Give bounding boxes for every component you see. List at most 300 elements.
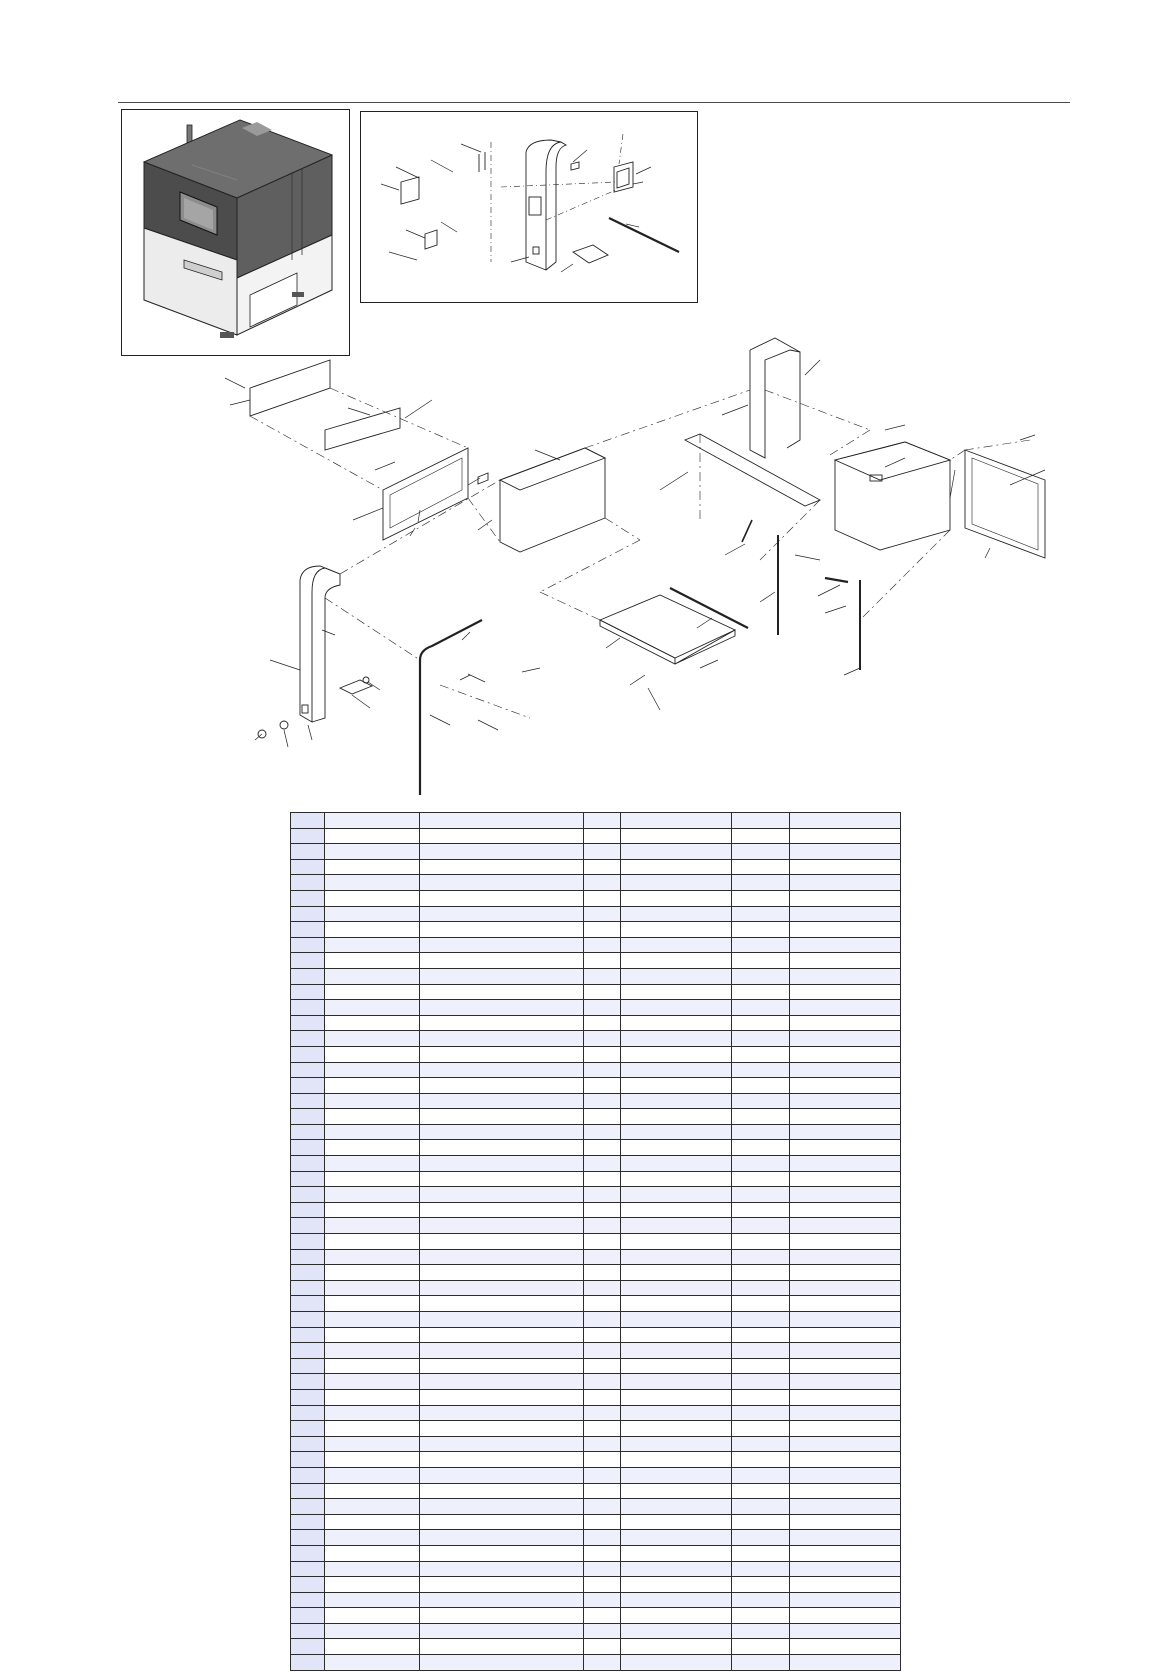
table-cell	[621, 906, 732, 922]
table-cell	[790, 984, 901, 1000]
table-cell	[420, 922, 584, 938]
table-cell	[621, 1140, 732, 1156]
table-row	[291, 1374, 901, 1390]
table-cell	[420, 828, 584, 844]
table-cell	[621, 1452, 732, 1468]
table-row	[291, 937, 901, 953]
table-cell	[584, 1078, 621, 1094]
table-row	[291, 1405, 901, 1421]
table-cell	[420, 1374, 584, 1390]
parts-table-body	[291, 813, 901, 1671]
table-cell	[420, 1530, 584, 1546]
table-cell	[420, 1140, 584, 1156]
table-cell	[732, 1312, 790, 1328]
table-cell	[420, 1171, 584, 1187]
table-cell	[325, 1358, 420, 1374]
table-cell	[325, 1234, 420, 1250]
table-cell	[291, 1093, 325, 1109]
table-cell	[584, 1265, 621, 1281]
table-cell	[584, 1577, 621, 1593]
header-rule	[118, 102, 1070, 103]
table-cell	[732, 1124, 790, 1140]
table-row	[291, 813, 901, 829]
table-cell	[420, 875, 584, 891]
table-cell	[790, 828, 901, 844]
table-row	[291, 1171, 901, 1187]
table-cell	[621, 1156, 732, 1172]
table-cell	[790, 1561, 901, 1577]
table-cell	[325, 890, 420, 906]
table-cell	[291, 1467, 325, 1483]
table-cell	[420, 890, 584, 906]
table-cell	[584, 1545, 621, 1561]
table-cell	[790, 844, 901, 860]
table-cell	[732, 1343, 790, 1359]
table-cell	[291, 1078, 325, 1094]
table-cell	[291, 1389, 325, 1405]
table-cell	[291, 890, 325, 906]
table-cell	[420, 1015, 584, 1031]
table-row	[291, 1312, 901, 1328]
table-cell	[621, 1623, 732, 1639]
table-cell	[325, 1171, 420, 1187]
table-cell	[790, 968, 901, 984]
table-cell	[291, 1140, 325, 1156]
table-cell	[291, 1062, 325, 1078]
table-cell	[732, 937, 790, 953]
table-cell	[325, 1046, 420, 1062]
table-cell	[584, 1312, 621, 1328]
table-row	[291, 1124, 901, 1140]
table-cell	[790, 1218, 901, 1234]
table-cell	[420, 1234, 584, 1250]
machine-illustration	[122, 110, 349, 355]
table-row	[291, 953, 901, 969]
machine-overview-panel	[121, 109, 350, 356]
table-cell	[325, 1015, 420, 1031]
exploded-illustration	[0, 330, 1171, 795]
table-cell	[621, 1483, 732, 1499]
table-cell	[732, 1078, 790, 1094]
table-row	[291, 1577, 901, 1593]
table-cell	[325, 937, 420, 953]
table-cell	[291, 859, 325, 875]
table-cell	[621, 1592, 732, 1608]
table-cell	[420, 1561, 584, 1577]
table-row	[291, 844, 901, 860]
table-cell	[732, 1655, 790, 1671]
table-cell	[584, 1623, 621, 1639]
table-cell	[325, 1280, 420, 1296]
table-cell	[291, 1280, 325, 1296]
table-cell	[584, 1109, 621, 1125]
table-cell	[584, 1234, 621, 1250]
table-cell	[325, 1405, 420, 1421]
table-cell	[732, 1374, 790, 1390]
table-cell	[325, 1140, 420, 1156]
table-cell	[420, 1078, 584, 1094]
table-cell	[420, 1421, 584, 1437]
table-cell	[420, 1202, 584, 1218]
table-cell	[420, 1623, 584, 1639]
table-row	[291, 890, 901, 906]
table-cell	[732, 1499, 790, 1515]
table-cell	[732, 1592, 790, 1608]
table-cell	[790, 1187, 901, 1203]
table-cell	[790, 1452, 901, 1468]
table-cell	[621, 1031, 732, 1047]
table-cell	[790, 875, 901, 891]
table-row	[291, 1046, 901, 1062]
table-cell	[584, 1452, 621, 1468]
table-cell	[621, 1358, 732, 1374]
table-cell	[584, 1156, 621, 1172]
table-row	[291, 1467, 901, 1483]
table-cell	[790, 1499, 901, 1515]
table-cell	[790, 1405, 901, 1421]
table-cell	[790, 890, 901, 906]
table-cell	[420, 1296, 584, 1312]
table-cell	[291, 1327, 325, 1343]
table-cell	[732, 1467, 790, 1483]
table-cell	[584, 984, 621, 1000]
table-cell	[790, 1140, 901, 1156]
table-cell	[291, 1421, 325, 1437]
table-cell	[291, 953, 325, 969]
table-row	[291, 1561, 901, 1577]
table-cell	[291, 1545, 325, 1561]
table-cell	[420, 1249, 584, 1265]
table-cell	[584, 859, 621, 875]
table-cell	[732, 1530, 790, 1546]
table-cell	[790, 1171, 901, 1187]
table-cell	[420, 1218, 584, 1234]
table-cell	[325, 1031, 420, 1047]
table-cell	[325, 875, 420, 891]
table-cell	[790, 1655, 901, 1671]
table-cell	[420, 1124, 584, 1140]
table-cell	[732, 1623, 790, 1639]
table-row	[291, 968, 901, 984]
table-row	[291, 1234, 901, 1250]
table-cell	[325, 844, 420, 860]
table-cell	[790, 1124, 901, 1140]
table-cell	[732, 1436, 790, 1452]
table-cell	[790, 906, 901, 922]
table-cell	[584, 1436, 621, 1452]
table-cell	[325, 1078, 420, 1094]
table-cell	[325, 1545, 420, 1561]
table-cell	[325, 906, 420, 922]
table-cell	[790, 953, 901, 969]
table-cell	[325, 1639, 420, 1655]
table-cell	[621, 1421, 732, 1437]
table-cell	[291, 1358, 325, 1374]
table-cell	[621, 1000, 732, 1016]
table-cell	[732, 1280, 790, 1296]
table-cell	[732, 1327, 790, 1343]
table-cell	[584, 844, 621, 860]
table-cell	[291, 1655, 325, 1671]
table-cell	[291, 1452, 325, 1468]
table-cell	[790, 1046, 901, 1062]
table-cell	[790, 1078, 901, 1094]
table-cell	[621, 1530, 732, 1546]
table-cell	[291, 1218, 325, 1234]
table-cell	[325, 1514, 420, 1530]
table-cell	[325, 1421, 420, 1437]
table-cell	[291, 828, 325, 844]
table-cell	[291, 1202, 325, 1218]
table-cell	[291, 1124, 325, 1140]
table-cell	[420, 906, 584, 922]
table-cell	[291, 1312, 325, 1328]
table-cell	[790, 1545, 901, 1561]
table-row	[291, 828, 901, 844]
table-cell	[291, 1046, 325, 1062]
table-row	[291, 1592, 901, 1608]
table-cell	[291, 1265, 325, 1281]
table-cell	[621, 1389, 732, 1405]
table-cell	[790, 1436, 901, 1452]
table-cell	[584, 1389, 621, 1405]
table-cell	[420, 1187, 584, 1203]
table-row	[291, 1545, 901, 1561]
table-cell	[325, 1327, 420, 1343]
table-cell	[621, 1343, 732, 1359]
table-cell	[790, 1296, 901, 1312]
table-cell	[291, 1592, 325, 1608]
table-cell	[325, 859, 420, 875]
table-cell	[291, 1249, 325, 1265]
table-cell	[420, 1000, 584, 1016]
table-cell	[584, 906, 621, 922]
table-cell	[325, 922, 420, 938]
table-cell	[325, 1156, 420, 1172]
table-cell	[420, 1312, 584, 1328]
table-cell	[584, 828, 621, 844]
table-cell	[584, 813, 621, 829]
table-row	[291, 1202, 901, 1218]
table-cell	[732, 1093, 790, 1109]
table-cell	[325, 1374, 420, 1390]
table-cell	[621, 1312, 732, 1328]
table-cell	[732, 890, 790, 906]
table-cell	[325, 1343, 420, 1359]
table-cell	[621, 859, 732, 875]
table-cell	[420, 1483, 584, 1499]
table-cell	[790, 1202, 901, 1218]
table-row	[291, 922, 901, 938]
table-cell	[732, 1000, 790, 1016]
table-row	[291, 906, 901, 922]
table-cell	[732, 1109, 790, 1125]
table-cell	[790, 1327, 901, 1343]
table-row	[291, 1000, 901, 1016]
table-cell	[325, 1483, 420, 1499]
table-cell	[732, 1405, 790, 1421]
table-cell	[291, 1171, 325, 1187]
table-cell	[584, 1421, 621, 1437]
table-cell	[790, 1280, 901, 1296]
table-row	[291, 1109, 901, 1125]
table-cell	[621, 1561, 732, 1577]
table-cell	[790, 1234, 901, 1250]
table-row	[291, 984, 901, 1000]
table-cell	[584, 1280, 621, 1296]
table-cell	[621, 1046, 732, 1062]
table-row	[291, 1249, 901, 1265]
table-cell	[420, 844, 584, 860]
table-cell	[291, 813, 325, 829]
table-cell	[621, 953, 732, 969]
table-cell	[584, 1327, 621, 1343]
table-row	[291, 1218, 901, 1234]
table-cell	[291, 1296, 325, 1312]
table-cell	[584, 1000, 621, 1016]
table-row	[291, 1421, 901, 1437]
table-cell	[325, 968, 420, 984]
table-row	[291, 1623, 901, 1639]
table-cell	[420, 1577, 584, 1593]
table-cell	[584, 1499, 621, 1515]
table-cell	[584, 1592, 621, 1608]
table-row	[291, 1093, 901, 1109]
table-cell	[621, 1109, 732, 1125]
table-cell	[325, 1608, 420, 1624]
table-cell	[621, 1280, 732, 1296]
table-cell	[325, 1389, 420, 1405]
table-cell	[325, 1000, 420, 1016]
table-cell	[291, 1405, 325, 1421]
table-cell	[584, 968, 621, 984]
table-cell	[621, 1577, 732, 1593]
table-cell	[790, 1265, 901, 1281]
table-cell	[790, 1467, 901, 1483]
table-cell	[621, 844, 732, 860]
table-cell	[621, 1124, 732, 1140]
table-cell	[291, 1156, 325, 1172]
table-cell	[732, 1639, 790, 1655]
table-row	[291, 859, 901, 875]
table-cell	[732, 984, 790, 1000]
table-cell	[584, 1467, 621, 1483]
side-cover-illustration	[361, 112, 697, 302]
table-cell	[621, 1327, 732, 1343]
table-cell	[790, 1514, 901, 1530]
table-row	[291, 1140, 901, 1156]
table-cell	[621, 1467, 732, 1483]
table-cell	[325, 1530, 420, 1546]
table-cell	[420, 1405, 584, 1421]
table-cell	[790, 1015, 901, 1031]
table-cell	[790, 937, 901, 953]
table-cell	[584, 1249, 621, 1265]
table-cell	[291, 1187, 325, 1203]
table-cell	[325, 1218, 420, 1234]
table-cell	[621, 1296, 732, 1312]
table-cell	[420, 1280, 584, 1296]
table-cell	[790, 1358, 901, 1374]
table-cell	[291, 1623, 325, 1639]
parts-table	[290, 812, 901, 1671]
table-cell	[420, 1499, 584, 1515]
table-cell	[291, 922, 325, 938]
table-cell	[621, 1078, 732, 1094]
table-cell	[621, 1234, 732, 1250]
table-cell	[732, 1249, 790, 1265]
table-cell	[584, 1655, 621, 1671]
table-cell	[291, 875, 325, 891]
table-cell	[790, 1312, 901, 1328]
table-cell	[584, 1483, 621, 1499]
table-cell	[291, 1234, 325, 1250]
table-row	[291, 1499, 901, 1515]
table-cell	[621, 1015, 732, 1031]
table-cell	[732, 906, 790, 922]
table-cell	[621, 1218, 732, 1234]
table-cell	[420, 859, 584, 875]
table-cell	[584, 953, 621, 969]
table-row	[291, 1265, 901, 1281]
table-row	[291, 1031, 901, 1047]
table-cell	[325, 1062, 420, 1078]
table-cell	[420, 1592, 584, 1608]
table-cell	[732, 1296, 790, 1312]
table-cell	[325, 1467, 420, 1483]
table-cell	[790, 1421, 901, 1437]
table-cell	[584, 875, 621, 891]
table-cell	[621, 984, 732, 1000]
table-cell	[291, 937, 325, 953]
table-cell	[621, 1655, 732, 1671]
table-cell	[732, 1218, 790, 1234]
table-cell	[790, 1623, 901, 1639]
table-cell	[325, 828, 420, 844]
table-cell	[291, 1639, 325, 1655]
table-cell	[325, 1124, 420, 1140]
table-row	[291, 1156, 901, 1172]
table-cell	[621, 890, 732, 906]
table-cell	[790, 859, 901, 875]
table-cell	[291, 1374, 325, 1390]
table-row	[291, 1389, 901, 1405]
table-cell	[732, 1046, 790, 1062]
table-cell	[420, 1545, 584, 1561]
table-cell	[621, 1093, 732, 1109]
table-row	[291, 1078, 901, 1094]
table-cell	[732, 968, 790, 984]
table-cell	[420, 1608, 584, 1624]
table-cell	[621, 875, 732, 891]
table-cell	[420, 1046, 584, 1062]
table-cell	[584, 1046, 621, 1062]
table-cell	[584, 1031, 621, 1047]
table-cell	[790, 1156, 901, 1172]
table-cell	[325, 984, 420, 1000]
table-cell	[291, 1000, 325, 1016]
table-cell	[621, 813, 732, 829]
table-cell	[325, 1655, 420, 1671]
table-cell	[291, 1015, 325, 1031]
table-row	[291, 1062, 901, 1078]
table-cell	[621, 1514, 732, 1530]
table-cell	[291, 1343, 325, 1359]
table-cell	[420, 1327, 584, 1343]
table-cell	[584, 890, 621, 906]
table-cell	[325, 1093, 420, 1109]
table-row	[291, 1608, 901, 1624]
